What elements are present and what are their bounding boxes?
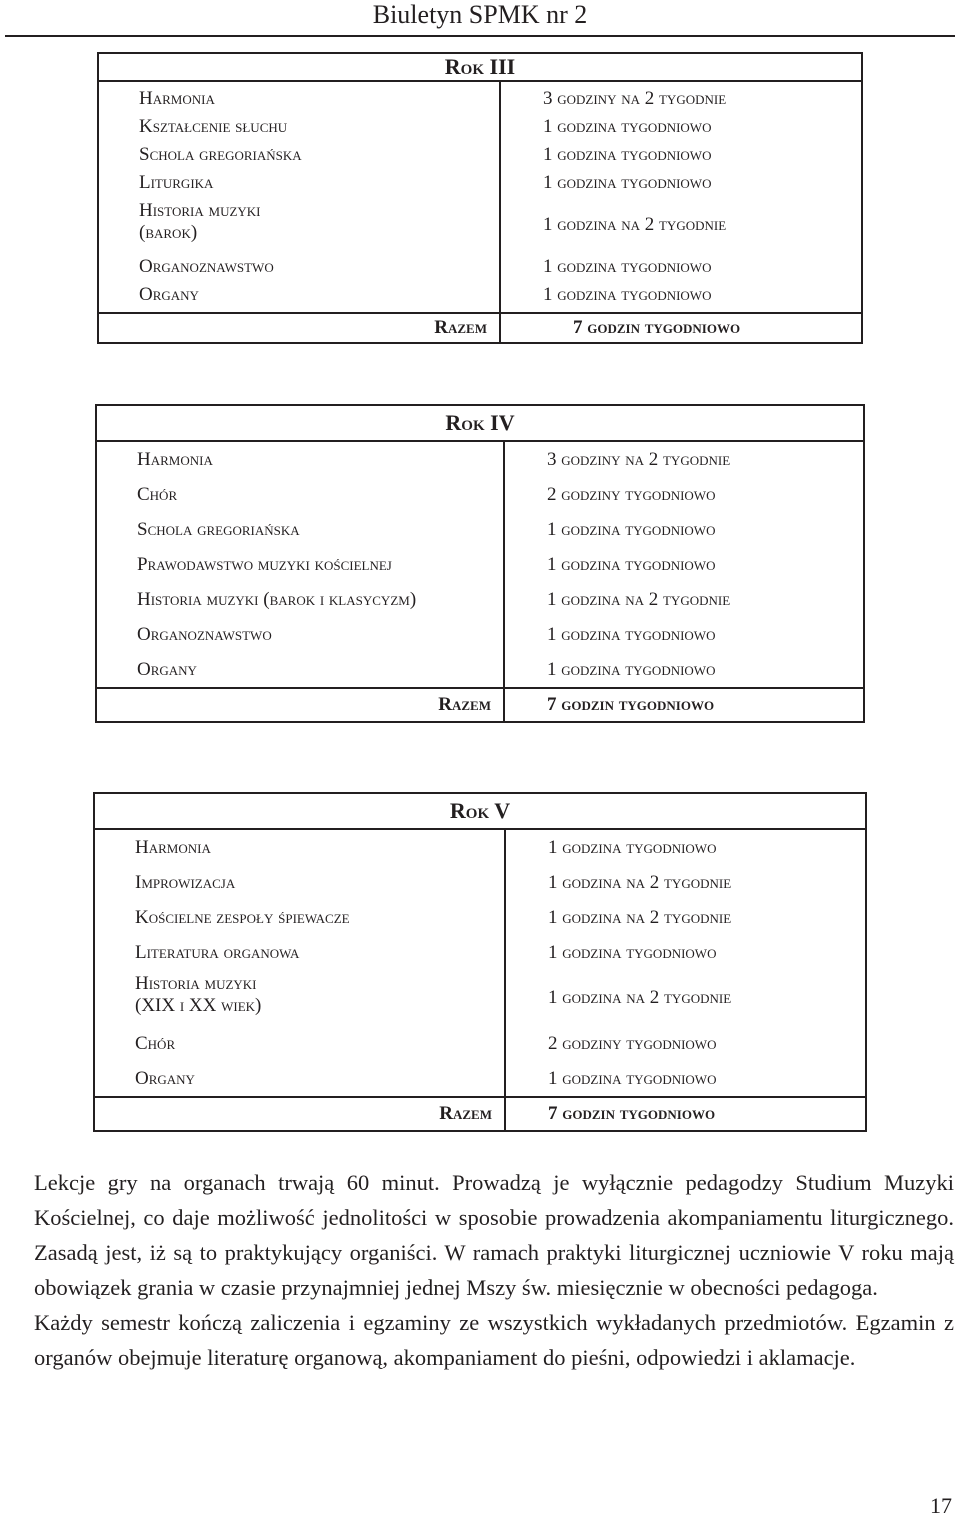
subjects-column bbox=[94, 829, 505, 1097]
header-rule bbox=[5, 35, 955, 37]
subject-name: Historia muzyki (barok i klasycyzm) bbox=[137, 589, 417, 610]
subject-name: Schola gregoriańska bbox=[137, 519, 300, 540]
curriculum-table-year-4 bbox=[95, 404, 865, 723]
hours-value: 2 godziny tygodniowo bbox=[548, 1033, 717, 1054]
subject-name: Organy bbox=[135, 1068, 195, 1089]
subject-name: Chór bbox=[137, 484, 178, 505]
curriculum-table-year-5 bbox=[93, 792, 867, 1132]
subject-name: Schola gregoriańska bbox=[139, 144, 302, 165]
hours-value: 1 godzina tygodniowo bbox=[543, 256, 712, 277]
hours-value: 1 godzina na 2 tygodnie bbox=[548, 987, 732, 1008]
hours-value: 1 godzina tygodniowo bbox=[547, 519, 716, 540]
subject-name: Chór bbox=[135, 1033, 176, 1054]
subject-name: Organoznawstwo bbox=[139, 256, 274, 277]
hours-value: 1 godzina tygodniowo bbox=[548, 942, 717, 963]
page-number: 17 bbox=[930, 1493, 952, 1518]
hours-value: 2 godziny tygodniowo bbox=[547, 484, 716, 505]
subject-name: Literatura organowa bbox=[135, 942, 300, 963]
curriculum-table-year-3 bbox=[97, 52, 863, 344]
hours-value: 1 godzina tygodniowo bbox=[548, 837, 717, 858]
subject-name: Organy bbox=[137, 659, 197, 680]
table-heading: Rok V bbox=[94, 793, 866, 829]
hours-value: 1 godzina tygodniowo bbox=[543, 116, 712, 137]
subject-name: Historia muzyki (barok) bbox=[139, 200, 261, 243]
total-value: 7 godzin tygodniowo bbox=[505, 1097, 866, 1131]
total-value: 7 godzin tygodniowo bbox=[504, 688, 864, 722]
running-header bbox=[0, 0, 960, 37]
subject-name: Prawodawstwo muzyki kościelnej bbox=[137, 554, 392, 575]
hours-column bbox=[505, 829, 866, 1097]
subject-name: Harmonia bbox=[137, 449, 213, 470]
hours-value: 1 godzina tygodniowo bbox=[548, 1068, 717, 1089]
subject-name: Harmonia bbox=[135, 837, 211, 858]
journal-title: Biuletyn SPMK nr 2 bbox=[372, 0, 588, 29]
hours-value: 1 godzina na 2 tygodnie bbox=[548, 907, 732, 928]
total-label: Razem bbox=[94, 1097, 505, 1131]
table-heading: Rok III bbox=[98, 53, 862, 81]
hours-column bbox=[504, 441, 864, 688]
subject-name: Harmonia bbox=[139, 88, 215, 109]
subject-name: Liturgika bbox=[139, 172, 214, 193]
hours-value: 1 godzina tygodniowo bbox=[543, 144, 712, 165]
subjects-column bbox=[98, 81, 500, 313]
subject-name: Kształcenie słuchu bbox=[139, 116, 288, 137]
body-text bbox=[34, 1165, 954, 1375]
hours-value: 1 godzina tygodniowo bbox=[543, 284, 712, 305]
hours-value: 1 godzina na 2 tygodnie bbox=[543, 214, 727, 235]
hours-value: 3 godziny na 2 tygodnie bbox=[547, 449, 731, 470]
hours-value: 3 godziny na 2 tygodnie bbox=[543, 88, 727, 109]
subject-name: Organy bbox=[139, 284, 199, 305]
hours-value: 1 godzina tygodniowo bbox=[543, 172, 712, 193]
table-heading: Rok IV bbox=[96, 405, 864, 441]
total-label: Razem bbox=[98, 313, 500, 343]
hours-column bbox=[500, 81, 862, 313]
subjects-column bbox=[96, 441, 504, 688]
paragraph: Lekcje gry na organach trwają 60 minut. Prowadzą je wyłącznie pedagodzy Studium Muzyki Kościelnej, co daje możliwość jednolitości w sposobie prowadzenia akompaniamentu liturgicznego. Zasadą jest, iż są to praktykujący organiści. W ramach praktyki liturgicznej uczniowie V roku mają obowiązek grania w czasie przynajmniej jednej Mszy św. miesięcznie w obecności pedagoga. bbox=[34, 1170, 954, 1300]
hours-value: 1 godzina tygodniowo bbox=[547, 624, 716, 645]
total-value: 7 godzin tygodniowo bbox=[500, 313, 862, 343]
paragraph: Każdy semestr kończą zaliczenia i egzaminy ze wszystkich wykładanych przedmiotów. Egzamin z organów obejmuje literaturę organową, akompaniament do pieśni, odpowiedzi i aklamacje. bbox=[34, 1310, 954, 1370]
hours-value: 1 godzina na 2 tygodnie bbox=[547, 589, 731, 610]
subject-name: Kościelne zespoły śpiewacze bbox=[135, 907, 350, 928]
hours-value: 1 godzina tygodniowo bbox=[547, 659, 716, 680]
hours-value: 1 godzina tygodniowo bbox=[547, 554, 716, 575]
subject-name: Historia muzyki (XIX i XX wiek) bbox=[135, 973, 262, 1016]
hours-value: 1 godzina na 2 tygodnie bbox=[548, 872, 732, 893]
total-label: Razem bbox=[96, 688, 504, 722]
subject-name: Improwizacja bbox=[135, 872, 236, 893]
subject-name: Organoznawstwo bbox=[137, 624, 272, 645]
